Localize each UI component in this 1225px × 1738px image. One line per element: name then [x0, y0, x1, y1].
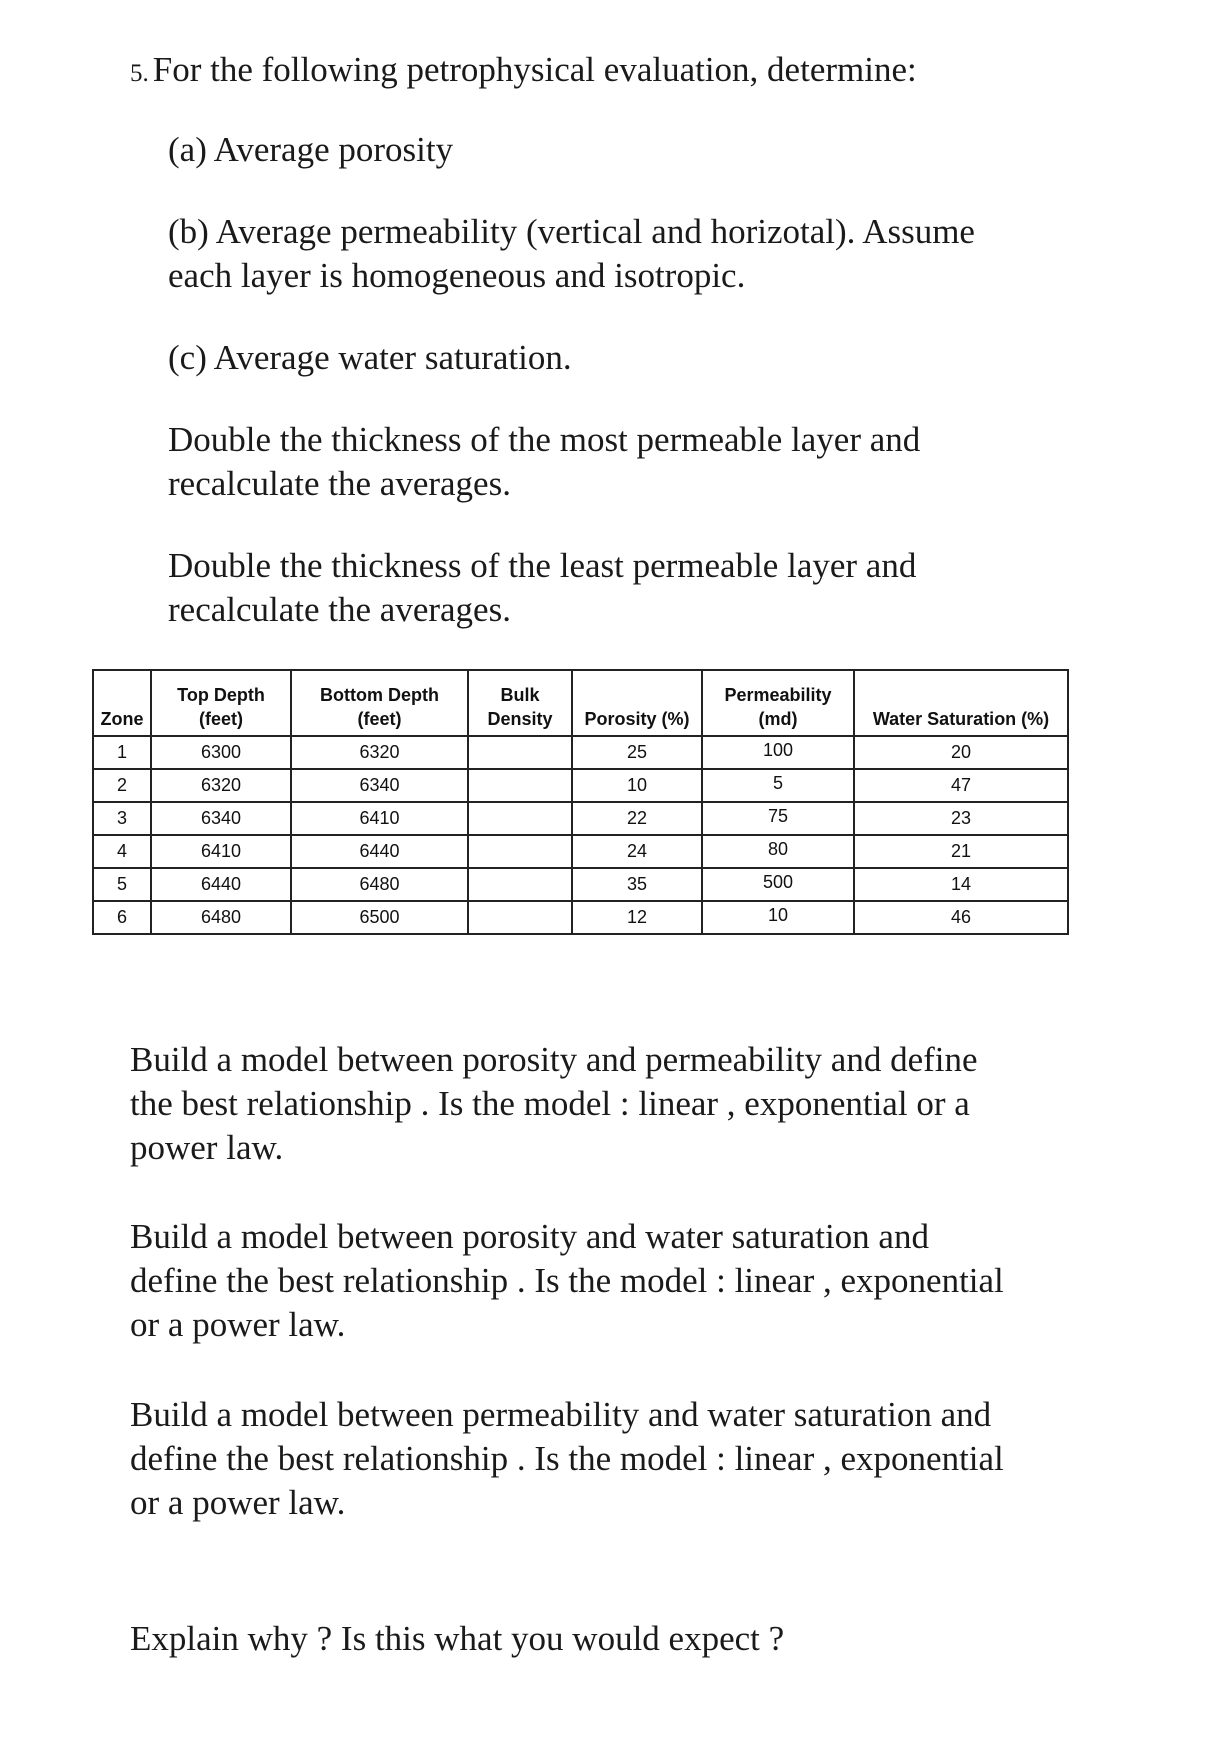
cell-permeability: 5: [702, 769, 854, 802]
cell-permeability: 80: [702, 835, 854, 868]
double-least-permeable: [168, 544, 1118, 632]
cell-bulk-density: [468, 802, 572, 835]
cell-bottom-depth: 6340: [291, 769, 468, 802]
cell-permeability: 10: [702, 901, 854, 934]
cell-porosity: 25: [572, 736, 702, 769]
part-b-line-2: each layer is homogeneous and isotropic.: [168, 256, 746, 295]
question-number: 5.: [130, 60, 149, 87]
cell-top-depth: 6340: [151, 802, 291, 835]
header-porosity: Porosity (%): [572, 670, 702, 736]
cell-zone: 1: [93, 736, 151, 769]
cell-bulk-density: [468, 769, 572, 802]
double-most-line-1: Double the thickness of the most permeable layer and: [168, 420, 921, 459]
cell-permeability: 100: [702, 736, 854, 769]
model-2-line-1: Build a model between porosity and water saturation and: [130, 1217, 929, 1256]
table-row: [93, 868, 1068, 901]
cell-zone: 4: [93, 835, 151, 868]
cell-water-saturation: 20: [854, 736, 1068, 769]
table-row: [93, 736, 1068, 769]
cell-top-depth: 6320: [151, 769, 291, 802]
model-1-line-2: the best relationship . Is the model : linear , exponential or a: [130, 1084, 970, 1123]
cell-porosity: 35: [572, 868, 702, 901]
table-row: [93, 835, 1068, 868]
model-permeability-water-saturation: [130, 1393, 1130, 1525]
cell-water-saturation: 47: [854, 769, 1068, 802]
cell-top-depth: 6480: [151, 901, 291, 934]
cell-zone: 6: [93, 901, 151, 934]
cell-bulk-density: [468, 868, 572, 901]
header-permeability: Permeability (md): [702, 670, 854, 736]
header-water-saturation: Water Saturation (%): [854, 670, 1068, 736]
header-bulk-density: Bulk Density: [468, 670, 572, 736]
model-1-line-3: power law.: [130, 1128, 284, 1167]
cell-water-saturation: 23: [854, 802, 1068, 835]
model-1-line-1: Build a model between porosity and permeability and define: [130, 1040, 978, 1079]
cell-zone: 5: [93, 868, 151, 901]
part-c: (c) Average water saturation.: [168, 338, 572, 377]
cell-bulk-density: [468, 901, 572, 934]
part-b-line-1: (b) Average permeability (vertical and horizotal). Assume: [168, 212, 975, 251]
table-row: [93, 901, 1068, 934]
cell-water-saturation: 14: [854, 868, 1068, 901]
cell-top-depth: 6440: [151, 868, 291, 901]
part-b: [168, 210, 1118, 298]
explain-question: Explain why ? Is this what you would expect ?: [130, 1619, 785, 1658]
model-3-line-1: Build a model between permeability and water saturation and: [130, 1395, 992, 1434]
question-title: [130, 48, 1180, 96]
model-2-line-2: define the best relationship . Is the model : linear , exponential: [130, 1261, 1004, 1300]
cell-zone: 2: [93, 769, 151, 802]
header-bottom-depth: Bottom Depth (feet): [291, 670, 468, 736]
table-row: [93, 769, 1068, 802]
model-porosity-permeability: [130, 1038, 1130, 1170]
table-row: [93, 802, 1068, 835]
cell-porosity: 12: [572, 901, 702, 934]
cell-permeability: 500: [702, 868, 854, 901]
double-most-permeable: [168, 418, 1118, 506]
cell-porosity: 22: [572, 802, 702, 835]
cell-porosity: 10: [572, 769, 702, 802]
double-most-line-2: recalculate the averages.: [168, 464, 511, 503]
cell-porosity: 24: [572, 835, 702, 868]
model-3-line-3: or a power law.: [130, 1483, 346, 1522]
part-a: (a) Average porosity: [168, 130, 454, 169]
cell-zone: 3: [93, 802, 151, 835]
cell-bulk-density: [468, 835, 572, 868]
cell-bottom-depth: 6480: [291, 868, 468, 901]
cell-bottom-depth: 6440: [291, 835, 468, 868]
cell-permeability: 75: [702, 802, 854, 835]
double-least-line-2: recalculate the averages.: [168, 590, 511, 629]
cell-bulk-density: [468, 736, 572, 769]
header-top-depth: Top Depth (feet): [151, 670, 291, 736]
cell-top-depth: 6410: [151, 835, 291, 868]
cell-bottom-depth: 6320: [291, 736, 468, 769]
question-intro: For the following petrophysical evaluation, determine:: [152, 50, 917, 89]
model-3-line-2: define the best relationship . Is the model : linear , exponential: [130, 1439, 1004, 1478]
table-header-row: [93, 670, 1068, 736]
double-least-line-1: Double the thickness of the least permeable layer and: [168, 546, 917, 585]
model-porosity-water-saturation: [130, 1215, 1130, 1347]
cell-bottom-depth: 6410: [291, 802, 468, 835]
petrophysical-data-table: [92, 669, 1069, 935]
cell-water-saturation: 46: [854, 901, 1068, 934]
cell-water-saturation: 21: [854, 835, 1068, 868]
cell-top-depth: 6300: [151, 736, 291, 769]
cell-bottom-depth: 6500: [291, 901, 468, 934]
header-zone: Zone: [93, 670, 151, 736]
model-2-line-3: or a power law.: [130, 1305, 346, 1344]
